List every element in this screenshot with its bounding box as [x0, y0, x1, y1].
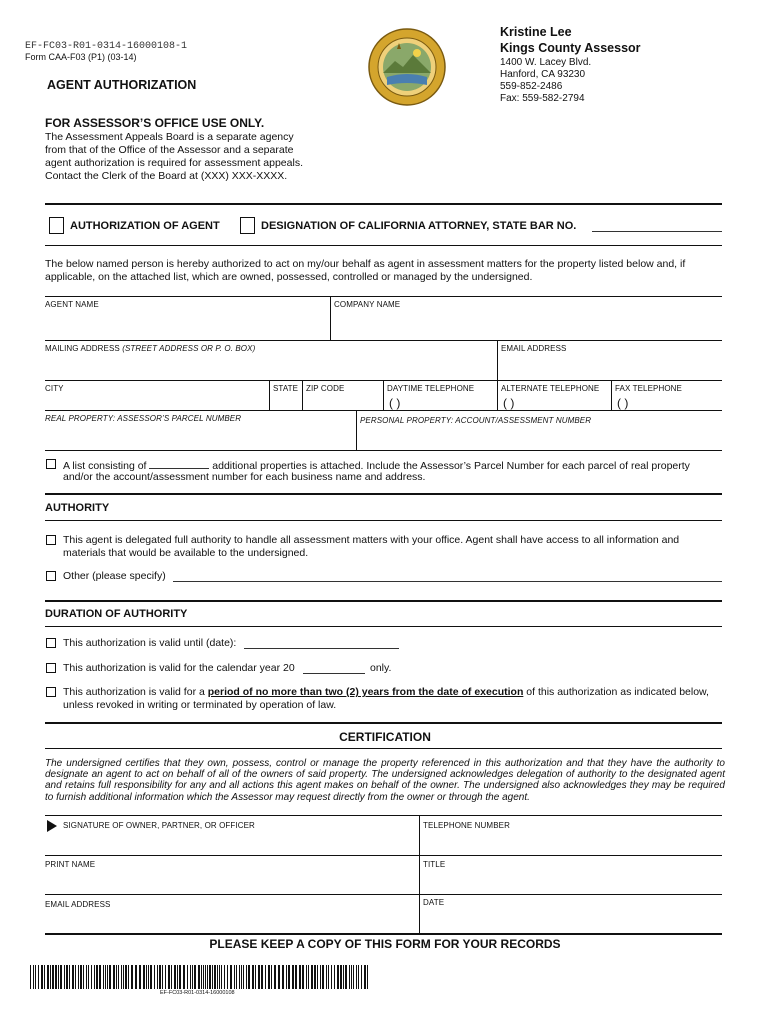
duration-heading: DURATION OF AUTHORITY	[45, 608, 188, 620]
form-code: EF-FC03-R01-0314-16000108-1	[25, 41, 188, 52]
daytime-telephone-area-code[interactable]: ( )	[389, 396, 401, 410]
fax-telephone-area-code[interactable]: ( )	[617, 396, 629, 410]
valid-until-checkbox[interactable]	[46, 638, 56, 648]
valid-until-label: This authorization is valid until (date):	[63, 637, 237, 649]
agent-name-label: AGENT NAME	[45, 300, 99, 309]
other-authority-field[interactable]	[173, 581, 722, 582]
assessor-phone: 559-852-2486	[500, 81, 563, 92]
two-year-line-1: This authorization is valid for a period of no more than two (2) years from the date of execution of this authorization as indicated below,	[63, 686, 709, 698]
form-title: AGENT AUTHORIZATION	[47, 78, 197, 92]
account-number-field[interactable]	[359, 428, 721, 449]
county-seal-icon	[367, 27, 447, 107]
calendar-year-field[interactable]	[303, 673, 365, 674]
authorization-of-agent-checkbox[interactable]	[49, 217, 64, 234]
full-authority-line-1: This agent is delegated full authority to handle all assessment matters with your office. Agent shall have access to all information and	[63, 534, 680, 546]
valid-until-date-field[interactable]	[244, 648, 399, 649]
mailing-address-label: MAILING ADDRESS (STREET ADDRESS OR P. O. BOX)	[45, 344, 256, 353]
intro-line-2: applicable, on the attached list, which are owned, possessed, controlled or managed by the undersigned.	[45, 271, 533, 283]
state-bar-number-field[interactable]	[592, 231, 722, 232]
office-use-line-1: The Assessment Appeals Board is a separate agency	[45, 131, 294, 143]
authority-heading: AUTHORITY	[45, 502, 110, 514]
two-year-checkbox[interactable]	[46, 687, 56, 697]
two-year-line-2: unless revoked in writing or terminated by operation of law.	[63, 699, 337, 711]
assessor-name: Kristine Lee	[500, 25, 572, 39]
full-authority-checkbox[interactable]	[46, 535, 56, 545]
attorney-designation-checkbox[interactable]	[240, 217, 255, 234]
additional-count-field[interactable]	[149, 458, 209, 469]
additional-list-line-1: A list consisting of additional properties is attached. Include the Assessor’s Parcel Number for each parcel of real property	[63, 460, 690, 472]
barcode-icon	[30, 965, 370, 989]
authorization-of-agent-label: AUTHORIZATION OF AGENT	[70, 220, 220, 232]
zip-code-label: ZIP CODE	[306, 384, 345, 393]
certification-text: The undersigned certifies that they own, possess, control or manage the property referenced in this authorization and that they have the authority to designate an agent to act on behalf of all of the owners of said property. The undersigned acknowledges delegation of authority to the designated agent and retains full responsibility for any and all actions this agent makes on behalf of the owner. The undersigned also acknowledges they may be required to furnish additional information which the Assessor may request directly from the owner or through the agent.	[45, 758, 725, 803]
parcel-number-field[interactable]	[45, 425, 354, 449]
calendar-year-checkbox[interactable]	[46, 663, 56, 673]
intro-line-1: The below named person is hereby authorized to act on my/our behalf as agent in assessment matters for the property listed below and, if	[45, 258, 686, 270]
daytime-telephone-label: DAYTIME TELEPHONE	[387, 384, 475, 393]
agent-email-field[interactable]	[500, 355, 721, 379]
signature-field[interactable]	[45, 832, 417, 854]
owner-telephone-field[interactable]	[422, 832, 721, 854]
office-use-line-4: Contact the Clerk of the Board at (XXX) XXX-XXXX.	[45, 170, 288, 182]
mailing-address-field[interactable]	[45, 355, 495, 379]
owner-email-field[interactable]	[45, 910, 417, 932]
alternate-telephone-area-code[interactable]: ( )	[503, 396, 515, 410]
assessor-address-1: 1400 W. Lacey Blvd.	[500, 57, 592, 68]
assessor-title: Kings County Assessor	[500, 41, 641, 55]
additional-list-line-2: and/or the account/assessment number for each business name and address.	[63, 471, 426, 483]
email-address-label: EMAIL ADDRESS	[501, 344, 567, 353]
office-use-heading: FOR ASSESSOR’S OFFICE USE ONLY.	[45, 116, 265, 130]
other-authority-checkbox[interactable]	[46, 571, 56, 581]
state-label: STATE	[273, 384, 299, 393]
form-number: Form CAA-F03 (P1) (03-14)	[25, 52, 137, 62]
personal-property-label: PERSONAL PROPERTY: ACCOUNT/ASSESSMENT NUMBER	[360, 416, 592, 425]
company-name-label: COMPANY NAME	[334, 300, 401, 309]
full-authority-line-2: materials that would be available to the undersigned.	[63, 547, 309, 559]
signature-arrow-icon	[47, 820, 57, 832]
date-label: DATE	[423, 898, 445, 907]
calendar-year-only: only.	[370, 662, 392, 674]
print-name-field[interactable]	[45, 871, 417, 893]
barcode-text: EF-FC03-R01-0314-16000108	[160, 990, 235, 996]
real-property-label: REAL PROPERTY: ASSESSOR’S PARCEL NUMBER	[45, 414, 242, 423]
owner-date-field[interactable]	[422, 910, 721, 932]
attorney-designation-label: DESIGNATION OF CALIFORNIA ATTORNEY, STATE BAR NO.	[261, 220, 577, 232]
assessor-fax: Fax: 559-582-2794	[500, 93, 585, 104]
company-name-field[interactable]	[333, 310, 721, 338]
owner-email-label: EMAIL ADDRESS	[45, 900, 111, 909]
agent-name-field[interactable]	[45, 310, 328, 338]
additional-list-checkbox[interactable]	[46, 459, 56, 469]
office-use-line-3: agent authorization is required for assessment appeals.	[45, 157, 303, 169]
print-name-label: PRINT NAME	[45, 860, 96, 869]
title-label: TITLE	[423, 860, 446, 869]
alternate-telephone-label: ALTERNATE TELEPHONE	[501, 384, 600, 393]
assessor-address-2: Hanford, CA 93230	[500, 69, 586, 80]
divider	[45, 203, 722, 205]
calendar-year-label: This authorization is valid for the calendar year 20	[63, 662, 295, 674]
city-label: CITY	[45, 384, 64, 393]
certification-heading: CERTIFICATION	[339, 730, 431, 744]
office-use-line-2: from that of the Office of the Assessor and a separate	[45, 144, 294, 156]
telephone-number-label: TELEPHONE NUMBER	[423, 821, 510, 830]
owner-title-field[interactable]	[422, 871, 721, 893]
fax-telephone-label: FAX TELEPHONE	[615, 384, 682, 393]
keep-copy-notice: PLEASE KEEP A COPY OF THIS FORM FOR YOUR RECORDS	[209, 937, 561, 951]
divider	[45, 245, 722, 246]
other-authority-label: Other (please specify)	[63, 570, 166, 582]
signature-label: SIGNATURE OF OWNER, PARTNER, OR OFFICER	[63, 821, 255, 830]
